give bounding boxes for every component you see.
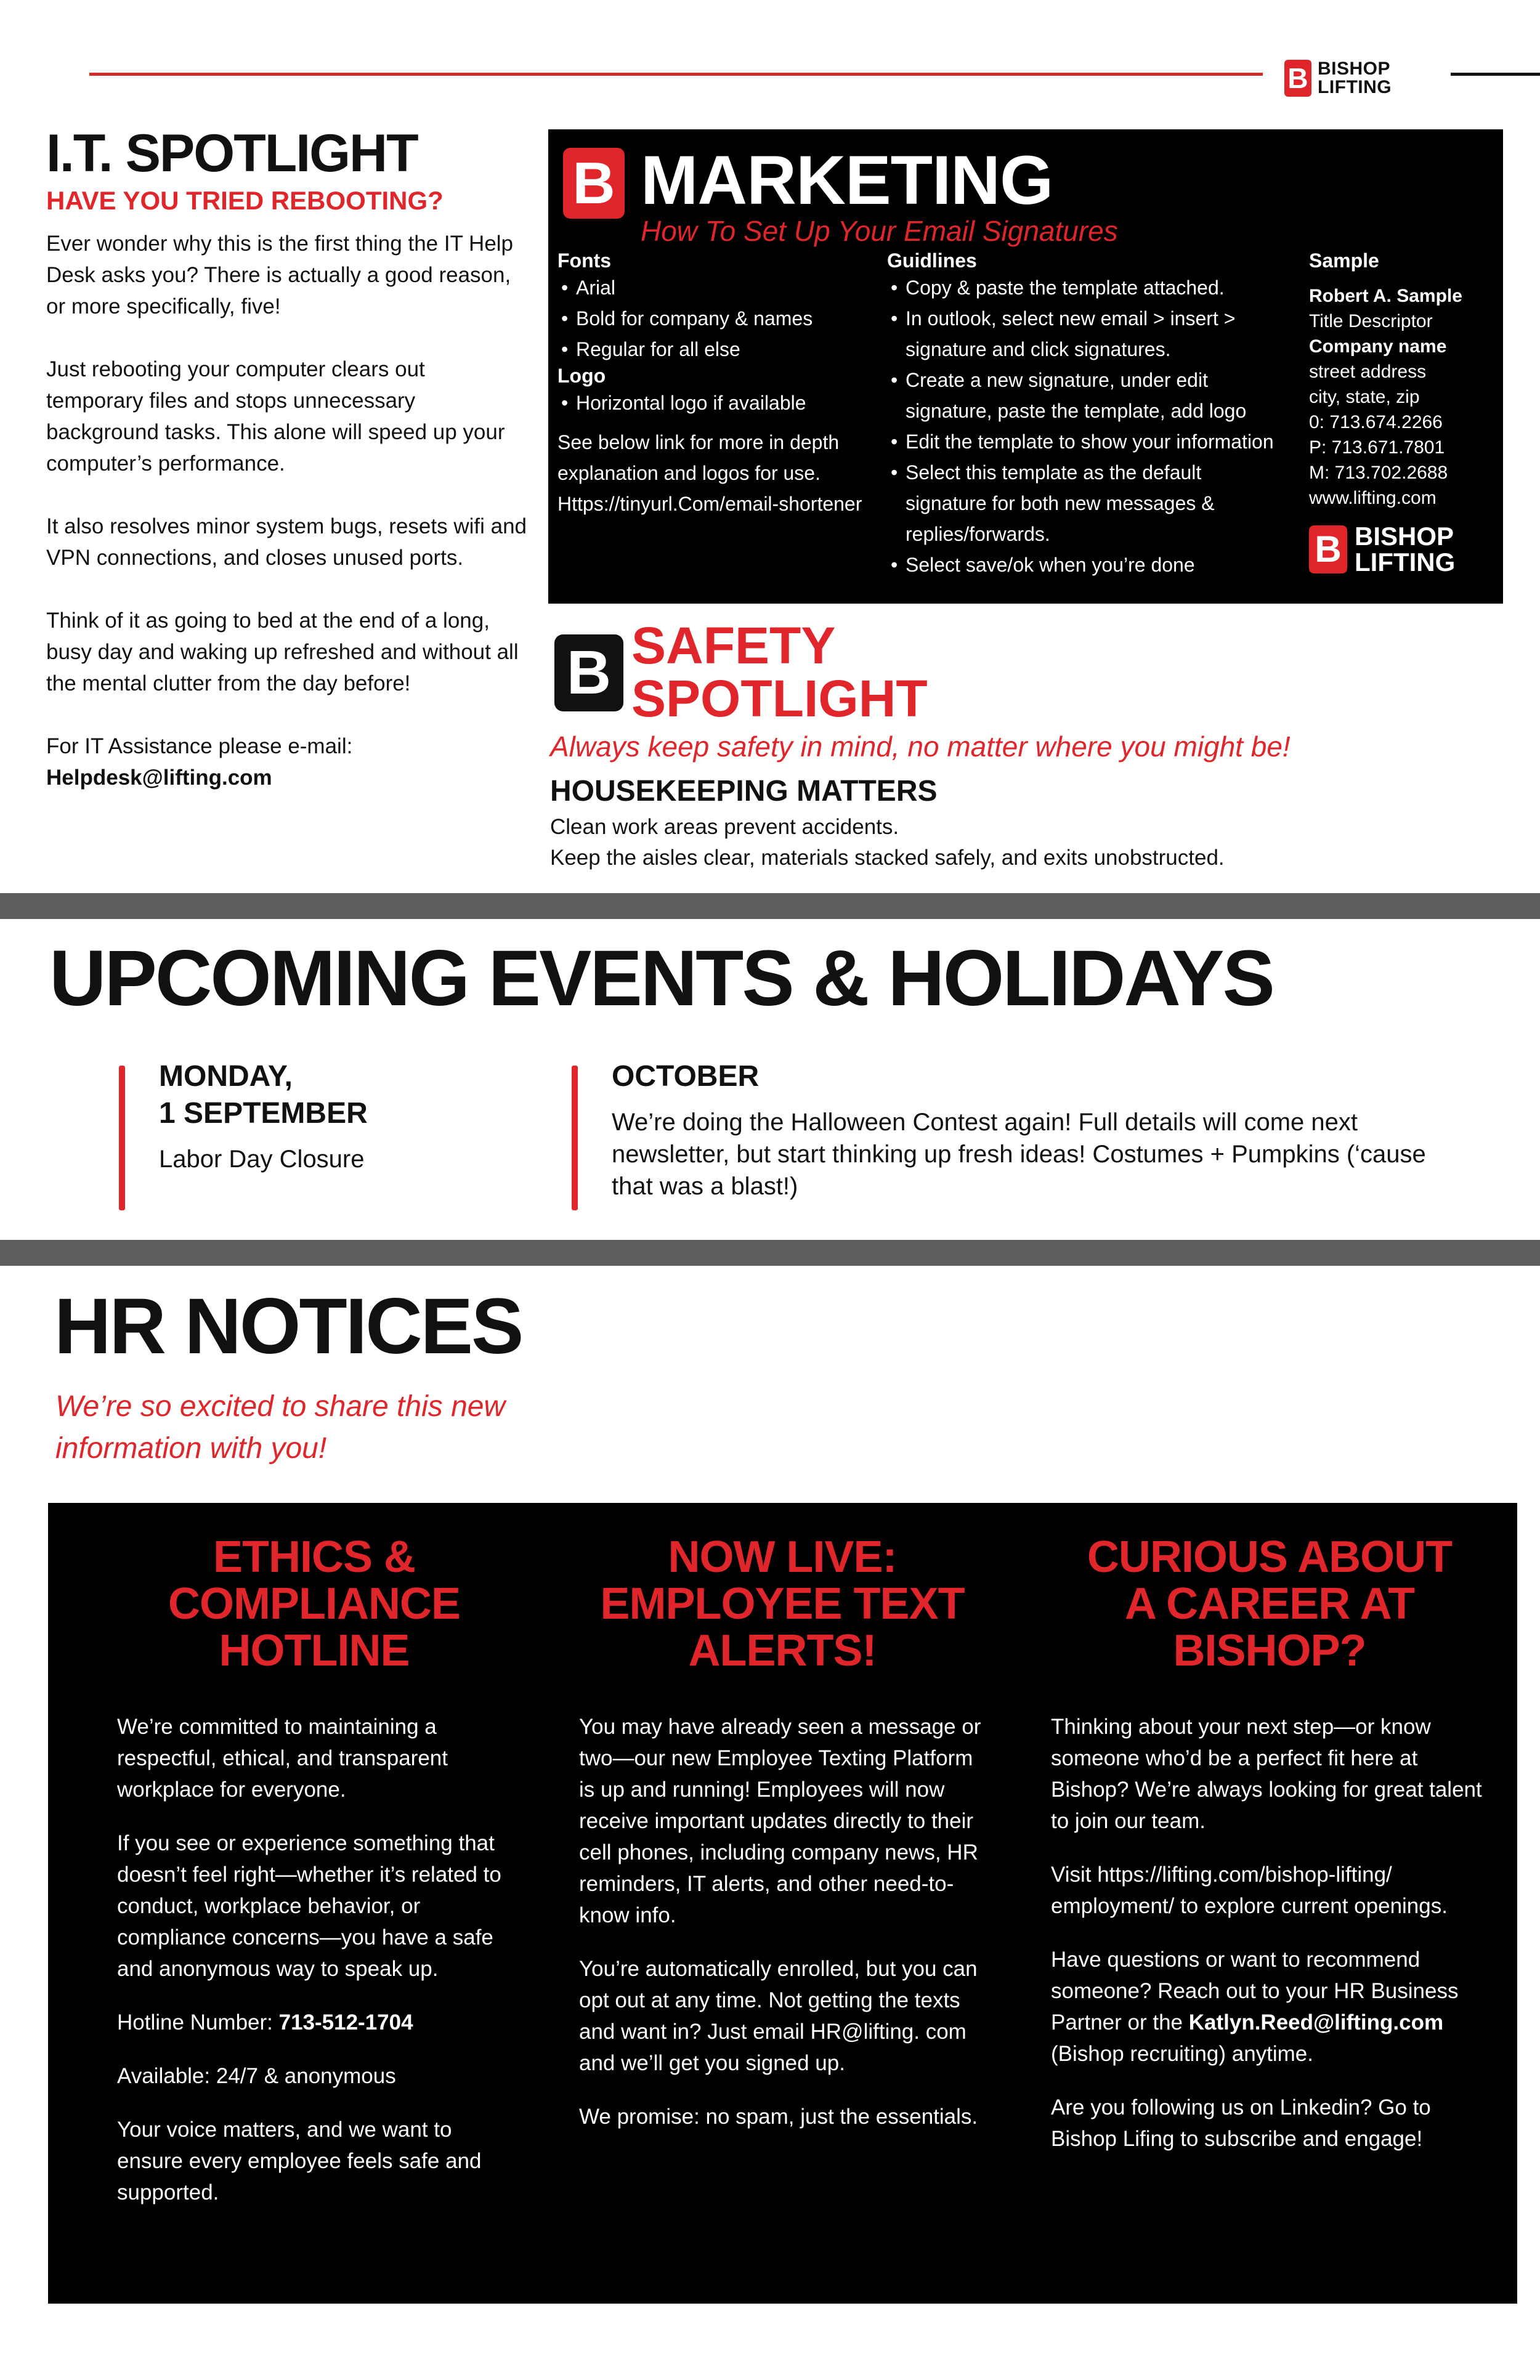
it-paragraph: It also resolves minor system bugs, resets wifi and VPN connections, and closes unused ports.: [46, 514, 527, 570]
guidelines-list: [887, 272, 1287, 580]
header-rule: [89, 73, 1263, 76]
hr-career-title: CURIOUS ABOUT A CAREER AT BISHOP?: [1087, 1532, 1453, 1675]
list-item: • Regular for all else: [557, 334, 878, 365]
safety-heading: HOUSEKEEPING MATTERS: [550, 775, 938, 808]
it-spotlight-title: I.T. SPOTLIGHT: [46, 124, 418, 183]
safety-body: Clean work areas prevent accidents. Keep the aisles clear, materials stacked safely, and exits unobstructed.: [550, 815, 1225, 870]
event-labor-day: MONDAY, 1 SEPTEMBER Labor Day Closure: [159, 1060, 368, 1173]
helpdesk-email-link[interactable]: Helpdesk@lifting.com: [46, 766, 272, 790]
sample-brand-logo: B BISHOP LIFTING: [1309, 524, 1455, 575]
list-item: • Create a new signature, under edit signature, paste the template, add logo: [887, 365, 1287, 426]
careers-link[interactable]: Visit https://lifting.com/bishop-lifting/ employment/ to explore current openings.: [1051, 1863, 1448, 1918]
list-item: • Edit the template to show your information: [887, 426, 1287, 457]
list-item: • Select save/ok when you’re done: [887, 549, 1287, 580]
sample-heading: Sample: [1309, 249, 1379, 272]
guidelines-column: [887, 249, 1287, 580]
list-item: • In outlook, select new email > insert > signature and click signatures.: [887, 303, 1287, 365]
sample-office-phone: 0: 713.674.2266: [1309, 412, 1443, 432]
sample-name: Robert A. Sample: [1309, 286, 1462, 306]
bishop-b-icon: B: [1284, 60, 1311, 97]
guidelines-heading: Guidlines: [887, 249, 977, 272]
recruiting-email-link[interactable]: Katlyn.Reed@lifting.com: [1188, 2010, 1444, 2034]
it-paragraph: Just rebooting your computer clears out temporary files and stops unnecessary background tasks. This alone will speed up your computer’s performance.: [46, 357, 505, 476]
it-spotlight-body: [46, 228, 527, 793]
list-item: • Select this template as the default signature for both new messages & replies/forwards.: [887, 457, 1287, 549]
section-divider: [0, 893, 1540, 919]
hotline-number: Hotline Number: 713-512-1704: [117, 2010, 413, 2034]
sample-title: Title Descriptor: [1309, 311, 1433, 331]
marketing-panel: [548, 129, 1503, 604]
sample-phone: P: 713.671.7801: [1309, 437, 1445, 458]
fonts-list: [557, 272, 878, 365]
list-item: • Arial: [557, 272, 878, 303]
brand-logo: [1284, 57, 1392, 100]
sample-signature: [1309, 249, 1494, 511]
it-paragraph: Think of it as going to bed at the end of a long, busy day and waking up refreshed and without all the mental clutter from the day before!: [46, 609, 519, 695]
email-shortener-link[interactable]: Https://tinyurl.Com/email-shortener: [557, 493, 862, 515]
hr-subtitle: We’re so excited to share this new information with you!: [55, 1390, 506, 1465]
list-item: • Copy & paste the template attached.: [887, 272, 1287, 303]
marketing-note: See below link for more in depth explanation and logos for use. Https://tinyurl.Com/email-shortener: [557, 427, 878, 519]
events-title: UPCOMING EVENTS & HOLIDAYS: [49, 934, 1273, 1022]
sample-address: street address: [1309, 362, 1427, 382]
it-paragraph: For IT Assistance please e-mail: Helpdesk@lifting.com: [46, 734, 353, 790]
it-paragraph: Ever wonder why this is the first thing the IT Help Desk asks you? There is actually a good reason, or more specifically, five!: [46, 232, 514, 318]
logo-list: [557, 387, 878, 418]
hr-text-alerts-title: NOW LIVE: EMPLOYEE TEXT ALERTS!: [600, 1532, 965, 1675]
event-rule: [572, 1066, 578, 1210]
safety-title: SAFETY SPOTLIGHT: [631, 617, 928, 727]
hr-ethics-title: ETHICS & COMPLIANCE HOTLINE: [168, 1532, 460, 1675]
hr-ethics-column: ETHICS & COMPLIANCE HOTLINE We’re committed to maintaining a respectful, ethical, and transparent workplace for everyone. If you see or experience something that doesn’t feel right—whether it’s related to conduct, workplace behavior, or compliance concerns—you have a safe and anonymous way to speak up. Hotline Number: 713-512-1704 Available: 24/7 & anonymous Your voice matters, and we want to ensure every employee feels safe and supported.: [117, 1534, 511, 2230]
fonts-heading: Fonts: [557, 249, 612, 272]
event-rule: [119, 1066, 125, 1210]
it-spotlight-subtitle: HAVE YOU TRIED REBOOTING?: [46, 186, 444, 215]
sample-company: Company name: [1309, 336, 1447, 357]
list-item: • Bold for company & names: [557, 303, 878, 334]
marketing-title: MARKETING: [641, 142, 1053, 219]
hr-title: HR NOTICES: [54, 1282, 522, 1370]
brand-name: BISHOP LIFTING: [1318, 59, 1392, 97]
safety-tagline: Always keep safety in mind, no matter where you might be!: [550, 731, 1291, 763]
sample-city: city, state, zip: [1309, 387, 1420, 407]
event-october: OCTOBER We’re doing the Halloween Contest again! Full details will come next newsletter, but start thinking up fresh ideas! Costumes + Pumpkins (‘cause that was a blast!): [612, 1060, 1426, 1200]
logo-heading: Logo: [557, 365, 606, 387]
bishop-b-icon: B: [554, 634, 623, 711]
section-divider: [0, 1240, 1540, 1266]
hr-text-alerts-column: NOW LIVE: EMPLOYEE TEXT ALERTS! You may have already seen a message or two—our new Employee Texting Platform is up and running! Employees will now receive important updates directly to their cell phones, including company news, HR reminders, IT alerts, and other need-to-know info. You’re automatically enrolled, but you can opt out at any time. Not getting the texts and want in? Just email HR@lifting. com and we’ll get you signed up. We promise: no spam, just the essentials.: [579, 1532, 981, 2129]
sample-website: www.lifting.com: [1309, 488, 1437, 508]
sample-mobile: M: 713.702.2688: [1309, 463, 1448, 483]
list-item: • Horizontal logo if available: [557, 387, 878, 418]
hr-career-column: CURIOUS ABOUT A CAREER AT BISHOP? Thinking about your next step—or know someone who’d be a perfect fit here at Bishop? We’re always looking for great talent to join our team. Visit https://lifting.com/bishop-lifting/ employment/ to explore current openings. Have questions or want to recommend someone? Reach out to your HR Business Partner or the Katlyn.Reed@lifting.com (Bishop recruiting) anytime. Are you following us on Linkedin? Go to Bishop Lifing to subscribe and engage!: [1051, 1534, 1488, 2177]
header-rule-right: [1451, 73, 1540, 76]
fonts-column: [557, 249, 878, 519]
marketing-subtitle: How To Set Up Your Email Signatures: [641, 215, 1118, 247]
bishop-b-icon: B: [1309, 525, 1347, 573]
bishop-b-icon: B: [563, 148, 625, 219]
hr-panel: [48, 1503, 1517, 2304]
